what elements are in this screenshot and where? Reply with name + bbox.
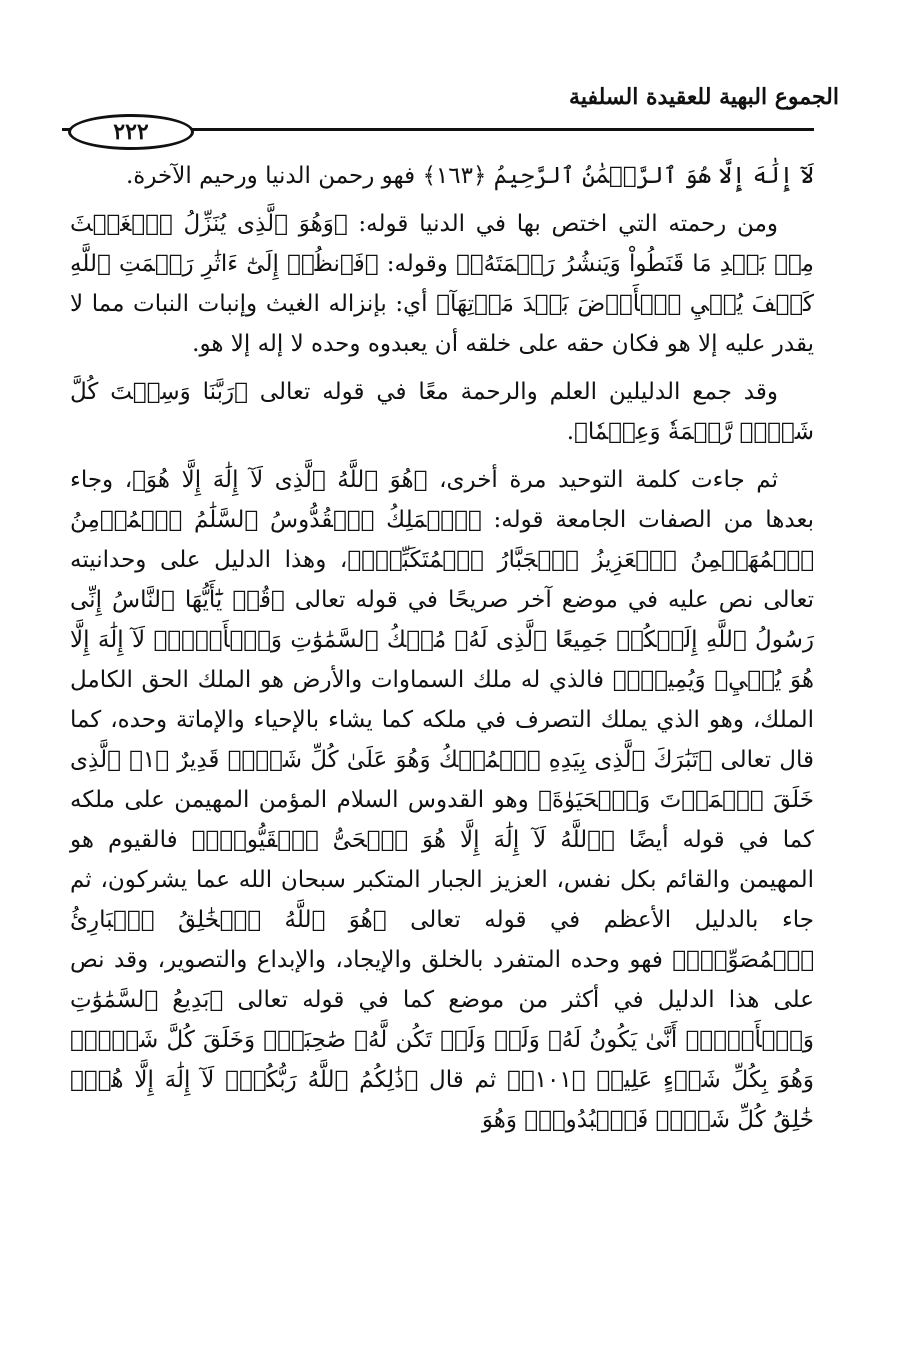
paragraph: لَآ إِلَٰهَ إِلَّا هُوَ ٱلرَّحۡمَٰنُ ٱلرَّحِيمُ ﴿١٦٣﴾ فهو رحمن الدنيا ورحيم الآخرة. [126, 163, 814, 189]
book-title: الجموع البهية للعقيدة السلفية [569, 84, 839, 110]
page-number: ٢٢٢ [68, 114, 194, 150]
paragraph: ومن رحمته التي اختص بها في الدنيا قوله: ﴿وَهُوَ ٱلَّذِى يُنَزِّلُ ٱلۡغَيۡثَ مِنۢ بَعۡدِ مَا قَنَطُواْ وَيَنشُرُ رَحۡمَتَهُۥ﴾ وقوله: ﴿فَٱنظُرۡ إِلَىٰٓ ءَاثَٰرِ رَحۡمَتِ ٱللَّهِ كَيۡفَ يُحۡيِ ٱلۡأَرۡضَ بَعۡدَ مَوۡتِهَآ﴾ أي: بإنزاله الغيث وإنبات النبات مما لا يقدر عليه إلا هو فكان حقه على خلقه أن يعبدوه وحده لا إله إلا هو. [70, 211, 815, 357]
paragraph: ثم جاءت كلمة التوحيد مرة أخرى، ﴿هُوَ ٱللَّهُ ٱلَّذِى لَآ إِلَٰهَ إِلَّا هُوَ﴾، وجاء بعدها من الصفات الجامعة قوله: ﴿ٱلۡمَلِكُ ٱلۡقُدُّوسُ ٱلسَّلَٰمُ ٱلۡمُؤۡمِنُ ٱلۡمُهَيۡمِنُ ٱلۡعَزِيزُ ٱلۡجَبَّارُ ٱلۡمُتَكَبِّرُۚ﴾، وهذا الدليل على وحدانيته تعالى نص عليه في موضع آخر صريحًا في قوله تعالى ﴿قُلۡ يَٰٓأَيُّهَا ٱلنَّاسُ إِنِّى رَسُولُ ٱللَّهِ إِلَيۡكُمۡ جَمِيعًا ٱلَّذِى لَهُۥ مُلۡكُ ٱلسَّمَٰوَٰتِ وَٱلۡأَرۡضِۖ لَآ إِلَٰهَ إِلَّا هُوَ يُحۡيِۦ وَيُمِيتُۖ﴾ فالذي له ملك السماوات والأرض هو الملك الحق الكامل الملك، وهو الذي يملك التصرف في ملكه كما يشاء بالإحياء والإماتة وحده، كما قال تعالى ﴿تَبَٰرَكَ ٱلَّذِى بِيَدِهِ ٱلۡمُلۡكُ وَهُوَ عَلَىٰ كُلِّ شَيۡءٖ قَدِيرٌ ﴿١﴾ ٱلَّذِى خَلَقَ ٱلۡمَوۡتَ وَٱلۡحَيَوٰةَ﴾ وهو القدوس السلام المؤمن المهيمن على ملكه كما في قوله أيضًا ﴿ٱللَّهُ لَآ إِلَٰهَ إِلَّا هُوَ ٱلۡحَىُّ ٱلۡقَيُّومُۚ﴾ فالقيوم هو المهيمن والقائم بكل نفس، العزيز الجبار المتكبر سبحان الله عما يشركون، ثم جاء بالدليل الأعظم في قوله تعالى ﴿هُوَ ٱللَّهُ ٱلۡخَٰلِقُ ٱلۡبَارِئُ ٱلۡمُصَوِّرُۖ﴾ فهو وحده المتفرد بالخلق والإيجاد، والإبداع والتصوير، وقد نص على هذا الدليل في أكثر من موضع كما في قوله تعالى ﴿بَدِيعُ ٱلسَّمَٰوَٰتِ وَٱلۡأَرۡضِۖ أَنَّىٰ يَكُونُ لَهُۥ وَلَدٞ وَلَمۡ تَكُن لَّهُۥ صَٰحِبَةٞۖ وَخَلَقَ كُلَّ شَيۡءٖۖ وَهُوَ بِكُلِّ شَيۡءٍ عَلِيمٞ ﴿١٠١﴾﴾ ثم قال ﴿ذَٰلِكُمُ ٱللَّهُ رَبُّكُمۡۖ لَآ إِلَٰهَ إِلَّا هُوَۖ خَٰلِقُ كُلِّ شَيۡءٖ فَٱعۡبُدُوهُۚ وَهُوَ [70, 467, 815, 1133]
body-text [70, 156, 814, 1148]
paragraph: وقد جمع الدليلين العلم والرحمة معًا في قوله تعالى ﴿رَبَّنَا وَسِعۡتَ كُلَّ شَيۡءٖ رَّحۡمَةٗ وَعِلۡمٗا﴾. [70, 379, 814, 445]
running-header [62, 84, 839, 114]
